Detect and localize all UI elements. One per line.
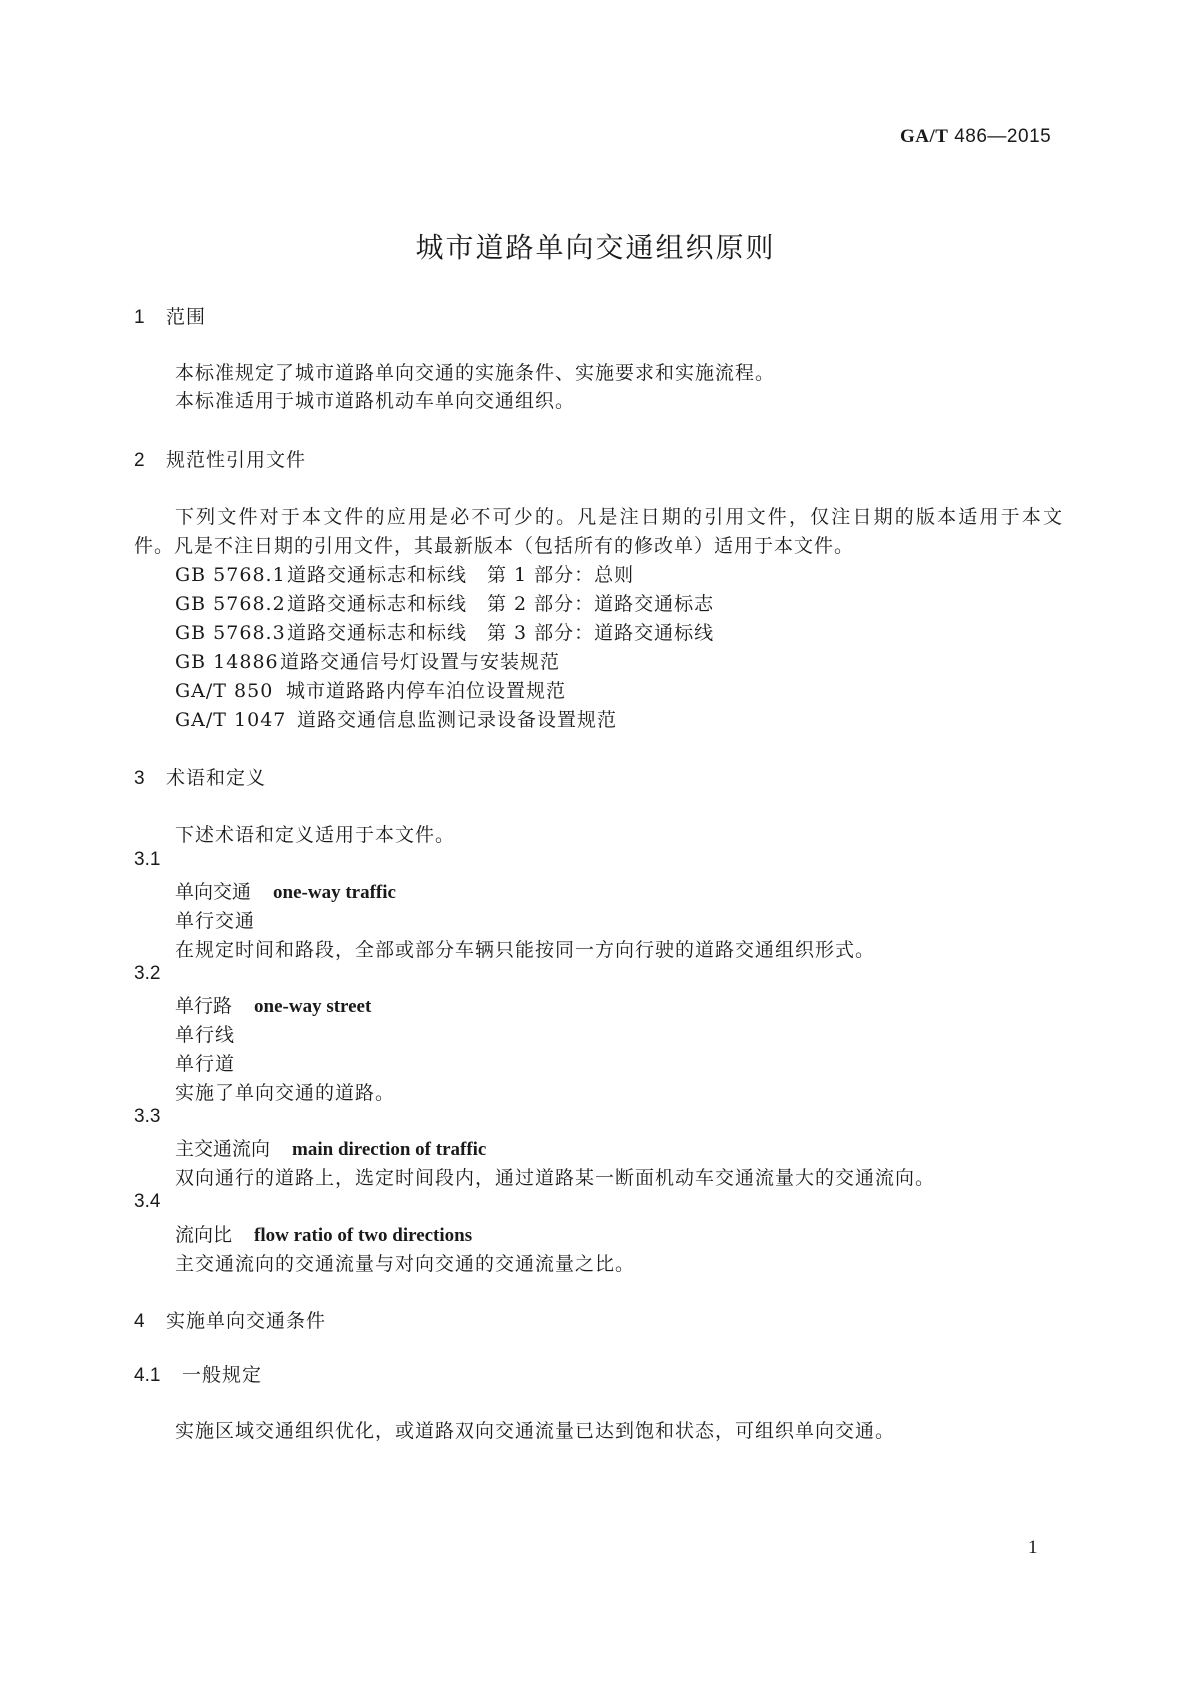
term-chinese: 流向比	[175, 1224, 233, 1246]
section-title: 术语和定义	[166, 767, 267, 789]
reference-title: 道路交通信号灯设置与安装规范	[280, 651, 561, 673]
paragraph: 实施区域交通组织优化，或道路双向交通流量已达到饱和状态，可组织单向交通。	[175, 1420, 896, 1442]
paragraph: 本标准规定了城市道路单向交通的实施条件、实施要求和实施流程。	[175, 362, 776, 384]
section-number: 3	[134, 768, 145, 789]
term-synonym: 单行线	[175, 1024, 236, 1046]
document-title: 城市道路单向交通组织原则	[415, 231, 776, 264]
term-english: one-way street	[254, 996, 372, 1017]
reference-title: 城市道路路内停车泊位设置规范	[286, 680, 567, 702]
term-chinese: 单向交通	[175, 881, 252, 903]
reference-code: GB 5768.3	[175, 622, 286, 644]
term-number: 3.4	[134, 1191, 161, 1212]
reference-code: GA/T 850	[175, 680, 274, 702]
paragraph: 本标准适用于城市道路机动车单向交通组织。	[175, 390, 576, 412]
standard-code-prefix: GA/T	[900, 126, 949, 147]
section-3-heading	[134, 763, 266, 790]
reference-item	[175, 705, 617, 732]
section-4-heading	[134, 1306, 326, 1333]
term-number: 3.1	[134, 849, 161, 870]
term-definition: 主交通流向的交通流量与对向交通的交通流量之比。	[175, 1253, 636, 1275]
term-heading	[175, 991, 371, 1018]
standard-code	[900, 126, 1051, 148]
paragraph-line: 件。凡是不注日期的引用文件，其最新版本（包括所有的修改单）适用于本文件。	[134, 535, 855, 557]
reference-item	[175, 676, 566, 703]
section-number: 2	[134, 450, 145, 471]
term-english: main direction of traffic	[292, 1139, 487, 1160]
section-2-heading	[134, 445, 306, 472]
section-title: 规范性引用文件	[166, 449, 307, 471]
reference-code: GB 14886	[175, 651, 279, 673]
reference-item	[175, 589, 714, 616]
reference-code: GB 5768.1	[175, 564, 286, 586]
reference-title: 道路交通标志和标线 第 2 部分：道路交通标志	[287, 593, 715, 615]
term-heading	[175, 1134, 486, 1161]
term-number: 3.2	[134, 963, 161, 984]
reference-code: GB 5768.2	[175, 593, 286, 615]
term-definition: 实施了单向交通的道路。	[175, 1082, 396, 1104]
reference-title: 道路交通信息监测记录设备设置规范	[297, 709, 618, 731]
term-heading	[175, 1220, 472, 1247]
reference-item	[175, 618, 714, 645]
section-1-heading	[134, 302, 206, 329]
term-english: one-way traffic	[273, 882, 396, 903]
reference-item	[175, 647, 560, 674]
subsection-4-1-heading	[134, 1360, 262, 1387]
reference-title: 道路交通标志和标线 第 3 部分：道路交通标线	[287, 622, 715, 644]
section-title: 范围	[166, 306, 207, 328]
subsection-title: 一般规定	[182, 1364, 263, 1386]
reference-item	[175, 560, 634, 587]
paragraph-line: 下列文件对于本文件的应用是必不可少的。凡是注日期的引用文件，仅注日期的版本适用于本文	[175, 506, 1063, 528]
section-number: 1	[134, 307, 145, 328]
page-number: 1	[1028, 1537, 1038, 1558]
paragraph: 下述术语和定义适用于本文件。	[175, 824, 456, 846]
reference-code: GA/T 1047	[175, 709, 287, 731]
term-heading	[175, 877, 396, 904]
term-synonym: 单行交通	[175, 910, 256, 932]
section-number: 4	[134, 1311, 145, 1332]
subsection-number: 4.1	[134, 1365, 161, 1386]
section-title: 实施单向交通条件	[166, 1310, 327, 1332]
term-number: 3.3	[134, 1106, 161, 1127]
term-definition: 在规定时间和路段，全部或部分车辆只能按同一方向行驶的道路交通组织形式。	[175, 939, 876, 961]
term-definition: 双向通行的道路上，选定时间段内，通过道路某一断面机动车交通流量大的交通流向。	[175, 1167, 936, 1189]
reference-title: 道路交通标志和标线 第 1 部分：总则	[287, 564, 635, 586]
term-chinese: 主交通流向	[175, 1138, 271, 1160]
term-synonym: 单行道	[175, 1053, 236, 1075]
standard-code-number: 486—2015	[954, 126, 1052, 147]
term-english: flow ratio of two directions	[254, 1225, 473, 1246]
term-chinese: 单行路	[175, 995, 233, 1017]
